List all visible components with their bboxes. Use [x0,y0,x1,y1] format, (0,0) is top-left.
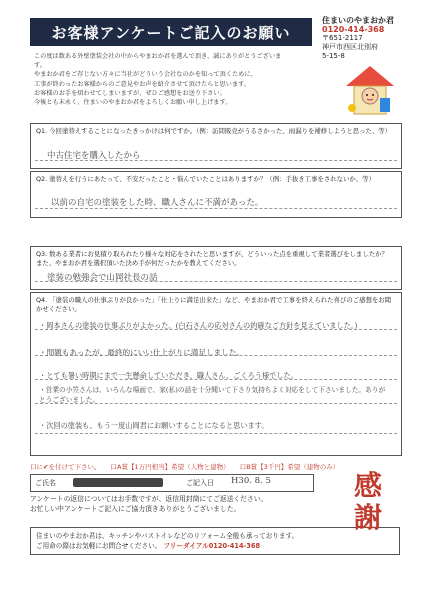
question-2 [30,171,402,218]
prize-options [30,462,400,471]
company-info [322,16,418,61]
question-3-text: Q3. 数ある業者にお見積り取られたり様々な対応をされたと思いますが、どういった点を重視して業者選びをしましたか？ また、やまおか君を選択頂いた決め手が何だったかを教えてください。 [36,250,388,267]
question-4-answer-5: ・次回の塗装も、もう一度山岡君にお願いすることになると思います。 [39,421,269,430]
name-redacted [73,478,163,487]
intro-line: やまおか君をご存じない方々に当社がどういう会社なのかを知って頂くために、 [34,71,257,79]
question-4-answer-1: ・岡本さんの塗装の仕事ぶりがよかった。(白石さんの応対さんの的確なご方針を見えていました。) [39,321,358,330]
company-address-1: 神戸市西区北別府 [322,43,378,51]
question-4-answer-4: ・営業の小笠さんは、いろんな場面で、家(私)の話を十分聞いて下さり気持ちよく対応をして下さいました。ありがとうございました。 [39,386,386,404]
question-2-answer: 以前の自宅の塗装をした時、職人さんに不満があった。 [51,198,264,208]
company-name: 住まいのやまおか君 [322,16,394,25]
name-label: ご氏名 [35,479,56,487]
return-note-line: お忙しい中アンケートご記入にご協力頂きありがとうございました。 [30,505,241,513]
question-1-text: Q1. 今回塗替えすることになったきっかけは何ですか。（例：訪問販売がうるさかった、雨漏りを補修しようと思った、等） [36,127,392,135]
company-postal: 〒651-2117 [322,34,363,42]
question-3 [30,246,402,290]
company-phone: 0120-414-368 [322,25,385,34]
kansha-calligraphy: 感謝 [353,469,382,534]
question-4-answer-2: ・問題もあったが、最終的にいい仕上がりに満足しました。 [39,348,244,357]
question-1-answer: 中古住宅を購入したから [47,151,141,161]
question-4-text: Q4. 「塗装の職人の仕事ぶりが良かった」「仕上りに満足出来た」など、やまおか君で工事を終えられた喜びのご感想をお聞かせください。 [36,296,392,313]
prize-a-option[interactable]: 口A賞【1万円相当】希望（人物と建物） [110,463,230,471]
reform-notice [30,527,400,555]
page-title: お客様アンケートご記入のお願い [30,18,312,46]
mascot-illustration [340,62,400,120]
return-note-line: アンケートの返信についてはお手数ですが、返信用封筒にてご返送ください。 [30,495,268,503]
reform-notice-line-2: ご用命の際はお気軽にお問合せください。 [36,542,162,550]
name-date-box [30,474,314,492]
intro-line: 今後とも末永く、住まいのやまおか君をよろしくお願い申し上げます。 [34,99,232,107]
answer-rule [35,208,397,209]
reform-notice-line-1: 住まいのやまおか君は、キッチンやバストイレなどのリフォーム全般も承っております。 [36,532,299,540]
check-instruction: 口に✔を付けて下さい。 [30,463,101,471]
intro-text [34,52,289,107]
prize-b-option[interactable]: 口B賞【3千円】希望（建物のみ） [239,463,340,471]
free-dial: フリーダイアル0120-414-368 [163,542,261,550]
return-note [30,494,320,514]
question-1 [30,123,402,169]
intro-line: 工事が終わったお客様からのご意見やお声を紹介させて頂けたらと思います。 [34,80,251,88]
date-label: ご記入日 [186,479,214,487]
question-4-answer-3: ・とても暑い時期にまで一生懸命していただき、職人さん、ごくろう様でした。 [39,371,298,380]
question-2-text: Q2. 塗替えを行うにあたって、不安だったこと・悩んでいたことはありますか？（例：手抜き工事をされないか、等） [36,175,375,183]
company-address-2: 5-15-8 [322,52,345,60]
answer-rule [35,433,397,434]
question-4 [30,292,402,456]
date-value: H30. 8. 5 [231,476,271,486]
intro-line: この度は数ある外壁塗装会社の中からやまおか君を選んで頂き、誠にありがとうございます。 [34,53,282,70]
intro-line: お客様のお手を煩わせてしまいますが、ぜひご感想をお送り下さい。 [34,89,226,97]
question-3-answer: 塗装の勉強会で山岡社長の話 [47,273,158,283]
